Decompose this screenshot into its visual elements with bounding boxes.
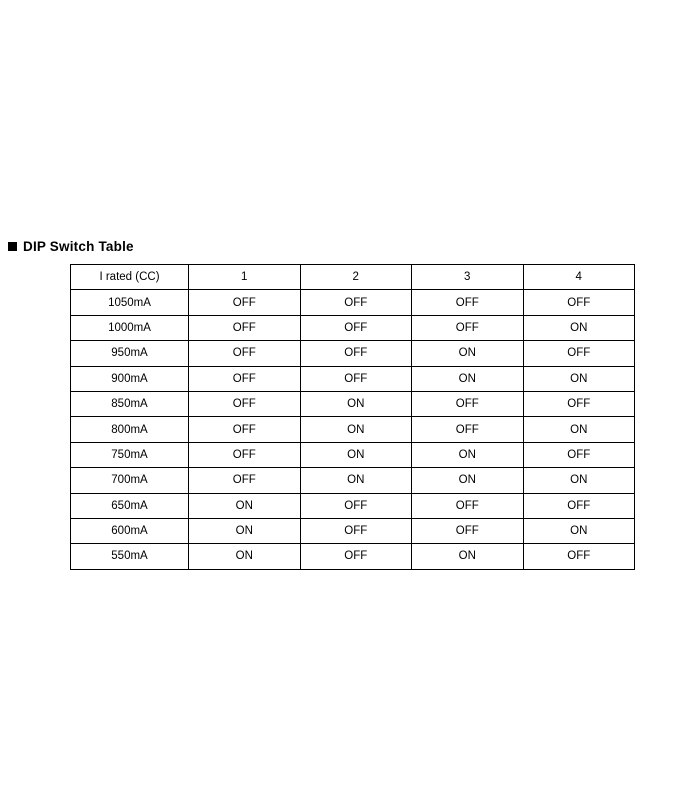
- cell-current: 950mA: [71, 341, 189, 366]
- cell-switch-3: ON: [412, 544, 524, 569]
- cell-switch-1: OFF: [189, 391, 301, 416]
- table-row: [71, 518, 635, 543]
- column-header-switch-3: 3: [412, 265, 524, 290]
- table-row: [71, 417, 635, 442]
- cell-switch-3: OFF: [412, 493, 524, 518]
- cell-switch-1: OFF: [189, 315, 301, 340]
- table-row: [71, 391, 635, 416]
- cell-switch-4: ON: [523, 518, 635, 543]
- table-header-row: [71, 265, 635, 290]
- table-row: [71, 493, 635, 518]
- cell-current: 600mA: [71, 518, 189, 543]
- cell-switch-3: ON: [412, 366, 524, 391]
- cell-switch-2: ON: [300, 391, 412, 416]
- cell-current: 750mA: [71, 442, 189, 467]
- cell-current: 900mA: [71, 366, 189, 391]
- cell-current: 1000mA: [71, 315, 189, 340]
- dip-switch-table: [70, 264, 635, 570]
- table-row: [71, 290, 635, 315]
- cell-switch-1: OFF: [189, 442, 301, 467]
- cell-current: 700mA: [71, 468, 189, 493]
- cell-switch-2: OFF: [300, 290, 412, 315]
- cell-switch-4: OFF: [523, 290, 635, 315]
- cell-switch-4: OFF: [523, 493, 635, 518]
- cell-switch-3: ON: [412, 468, 524, 493]
- cell-switch-3: ON: [412, 442, 524, 467]
- cell-switch-4: OFF: [523, 391, 635, 416]
- table-row: [71, 544, 635, 569]
- cell-switch-1: OFF: [189, 290, 301, 315]
- column-header-current: I rated (CC): [71, 265, 189, 290]
- cell-switch-4: OFF: [523, 544, 635, 569]
- dip-switch-table-container: [70, 264, 634, 570]
- cell-switch-1: OFF: [189, 366, 301, 391]
- cell-switch-3: OFF: [412, 518, 524, 543]
- cell-switch-1: OFF: [189, 468, 301, 493]
- cell-switch-2: OFF: [300, 315, 412, 340]
- cell-current: 1050mA: [71, 290, 189, 315]
- cell-switch-2: ON: [300, 468, 412, 493]
- table-row: [71, 468, 635, 493]
- cell-switch-1: ON: [189, 544, 301, 569]
- cell-current: 800mA: [71, 417, 189, 442]
- column-header-switch-4: 4: [523, 265, 635, 290]
- cell-switch-1: ON: [189, 493, 301, 518]
- cell-switch-2: OFF: [300, 366, 412, 391]
- cell-current: 550mA: [71, 544, 189, 569]
- table-row: [71, 366, 635, 391]
- table-row: [71, 315, 635, 340]
- cell-switch-4: ON: [523, 468, 635, 493]
- table-row: [71, 442, 635, 467]
- cell-switch-4: ON: [523, 315, 635, 340]
- cell-switch-1: OFF: [189, 341, 301, 366]
- cell-switch-3: OFF: [412, 315, 524, 340]
- filled-square-icon: [8, 242, 17, 251]
- cell-switch-2: OFF: [300, 341, 412, 366]
- column-header-switch-1: 1: [189, 265, 301, 290]
- page-title: DIP Switch Table: [23, 239, 134, 254]
- cell-switch-3: OFF: [412, 417, 524, 442]
- cell-switch-3: OFF: [412, 290, 524, 315]
- cell-switch-2: OFF: [300, 544, 412, 569]
- cell-switch-3: ON: [412, 341, 524, 366]
- cell-switch-4: OFF: [523, 442, 635, 467]
- cell-switch-4: ON: [523, 366, 635, 391]
- table-body: [71, 290, 635, 569]
- cell-switch-2: ON: [300, 442, 412, 467]
- cell-switch-1: OFF: [189, 417, 301, 442]
- column-header-switch-2: 2: [300, 265, 412, 290]
- cell-switch-3: OFF: [412, 391, 524, 416]
- table-header: [71, 265, 635, 290]
- cell-switch-4: ON: [523, 417, 635, 442]
- cell-switch-2: OFF: [300, 493, 412, 518]
- cell-switch-2: OFF: [300, 518, 412, 543]
- table-row: [71, 341, 635, 366]
- cell-current: 650mA: [71, 493, 189, 518]
- cell-switch-1: ON: [189, 518, 301, 543]
- section-heading: [8, 240, 134, 254]
- cell-current: 850mA: [71, 391, 189, 416]
- cell-switch-2: ON: [300, 417, 412, 442]
- cell-switch-4: OFF: [523, 341, 635, 366]
